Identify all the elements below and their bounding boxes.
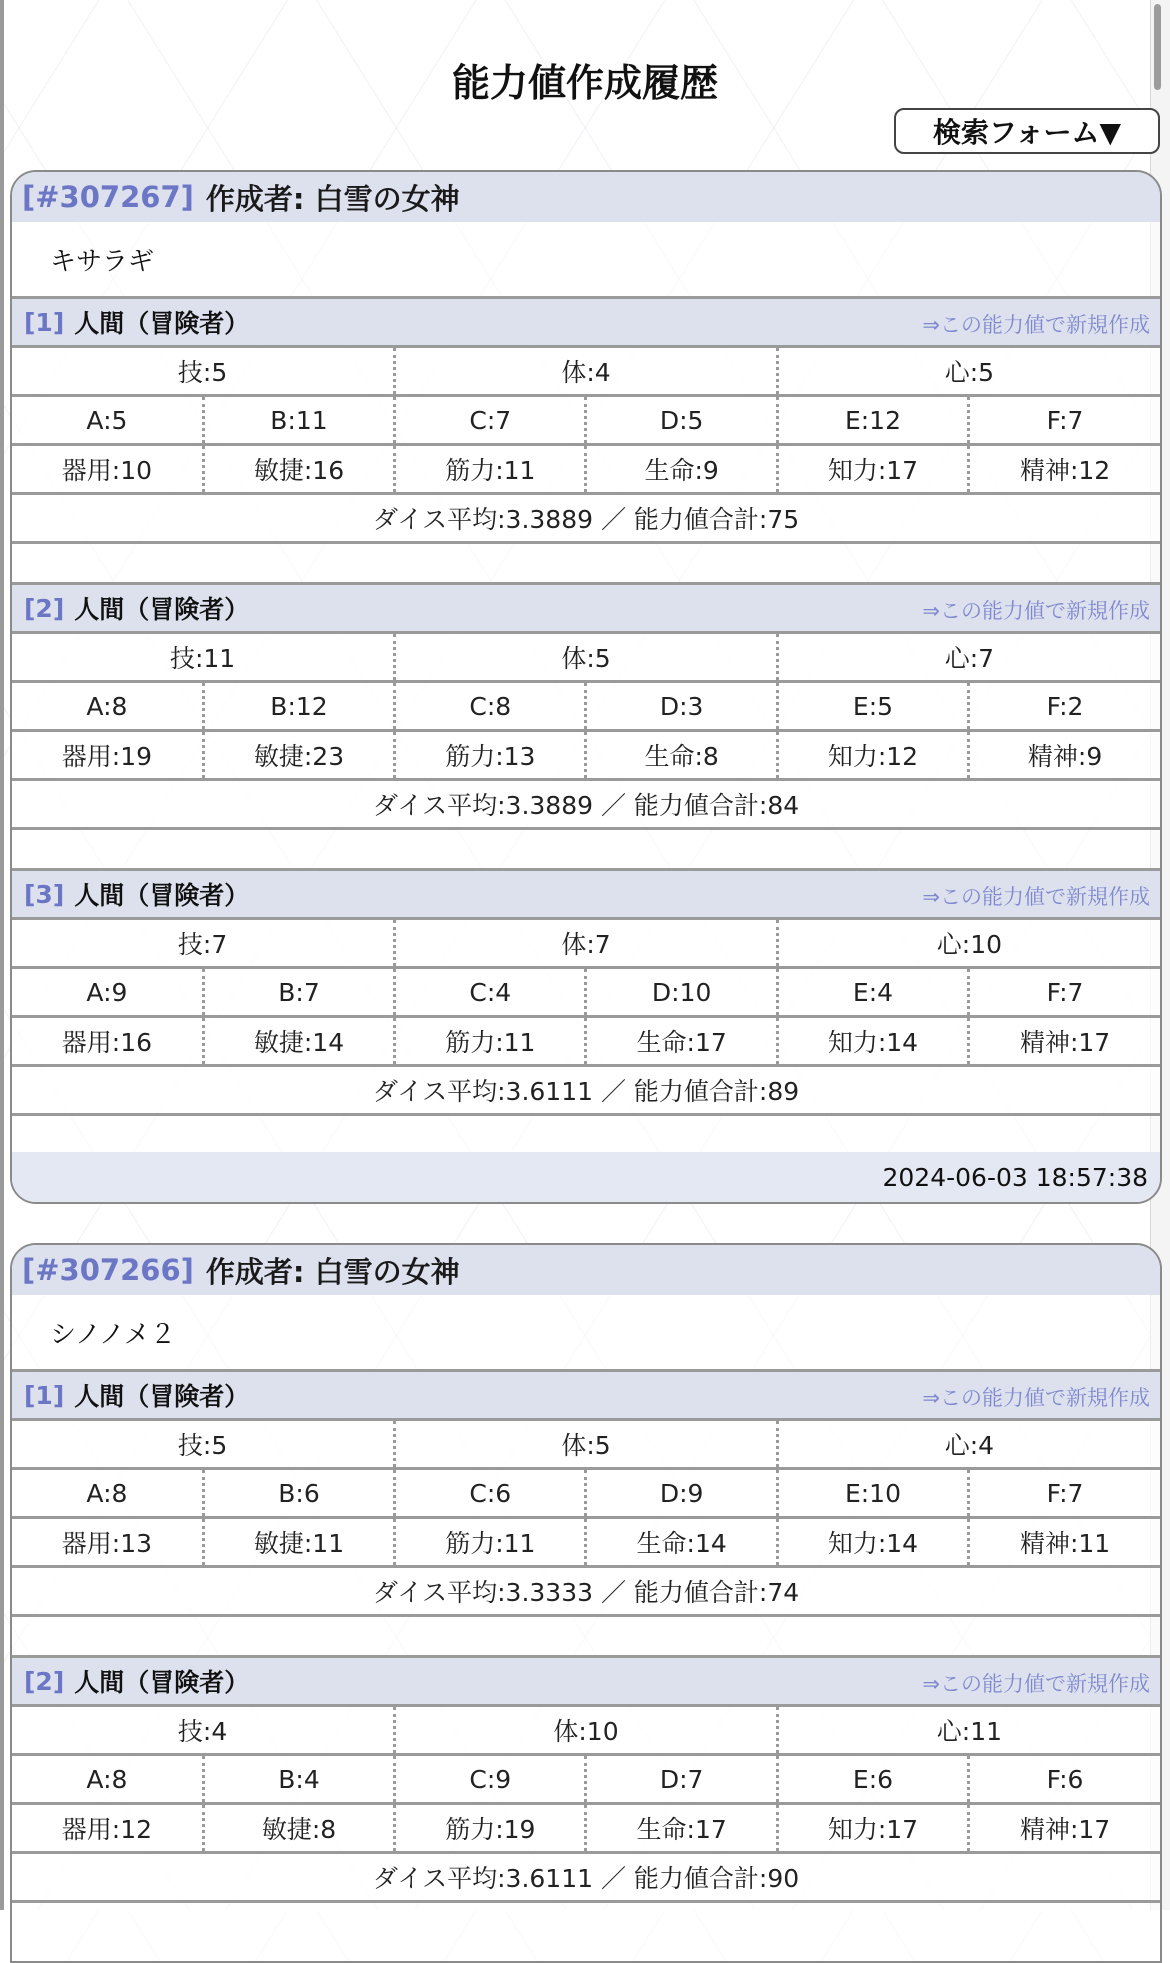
dice-c: C:4: [395, 968, 586, 1017]
stat-dexterity: 器用:10: [12, 445, 203, 494]
roll-block: [12, 296, 1160, 544]
roll-header: [12, 1655, 1160, 1704]
dice-c: C:6: [395, 1469, 586, 1518]
dice-e: E:4: [777, 968, 968, 1017]
stat-spirit: 精神:17: [969, 1017, 1160, 1066]
stats-table: [12, 1418, 1160, 1617]
stat-spirit: 精神:11: [969, 1518, 1160, 1567]
dice-f: F:7: [969, 1469, 1160, 1518]
stat-dexterity: 器用:19: [12, 731, 203, 780]
stat-strength: 筋力:11: [395, 1017, 586, 1066]
group-waza: 技:7: [12, 919, 395, 968]
roll-header: [12, 296, 1160, 345]
dice-c: C:7: [395, 396, 586, 445]
dice-f: F:6: [969, 1755, 1160, 1804]
dice-a: A:5: [12, 396, 203, 445]
stat-vitality: 生命:14: [586, 1518, 777, 1567]
entry-author: 作成者: 白雪の女神: [205, 181, 460, 216]
stat-agility: 敏捷:23: [203, 731, 394, 780]
roll-index: [3]: [24, 879, 65, 909]
entry-author: 作成者: 白雪の女神: [205, 1254, 460, 1289]
group-waza: 技:11: [12, 633, 395, 682]
roll-block: [12, 1655, 1160, 1903]
dice-c: C:9: [395, 1755, 586, 1804]
dice-e: E:6: [777, 1755, 968, 1804]
group-shin: 心:7: [777, 633, 1160, 682]
history-entry: [10, 170, 1162, 1204]
stat-spirit: 精神:17: [969, 1804, 1160, 1853]
dice-e: E:5: [777, 682, 968, 731]
entry-header: [12, 172, 1160, 222]
stat-intelligence: 知力:17: [777, 1804, 968, 1853]
stats-table: [12, 1704, 1160, 1903]
roll-summary: ダイス平均:3.3333 ／ 能力値合計:74: [12, 1567, 1160, 1616]
roll-header: [12, 868, 1160, 917]
roll-summary: ダイス平均:3.6111 ／ 能力値合計:90: [12, 1853, 1160, 1902]
roll-block: [12, 868, 1160, 1116]
dice-a: A:8: [12, 682, 203, 731]
stat-intelligence: 知力:17: [777, 445, 968, 494]
page-title: 能力値作成履歴: [451, 61, 718, 105]
search-form-toggle-button[interactable]: 検索フォーム▼: [894, 108, 1160, 154]
roll-header: [12, 582, 1160, 631]
stat-dexterity: 器用:13: [12, 1518, 203, 1567]
dice-b: B:7: [203, 968, 394, 1017]
group-shin: 心:10: [777, 919, 1160, 968]
stat-vitality: 生命:8: [586, 731, 777, 780]
stats-table: [12, 631, 1160, 830]
roll-summary: ダイス平均:3.6111 ／ 能力値合計:89: [12, 1066, 1160, 1115]
roll-block: [12, 582, 1160, 830]
stat-dexterity: 器用:12: [12, 1804, 203, 1853]
dice-e: E:12: [777, 396, 968, 445]
roll-index: [2]: [24, 1666, 65, 1696]
group-tai: 体:10: [395, 1706, 778, 1755]
dice-a: A:8: [12, 1469, 203, 1518]
entry-name: キサラギ: [50, 246, 155, 277]
group-tai: 体:5: [395, 633, 778, 682]
roll-block: [12, 1369, 1160, 1617]
entry-timestamp: 2024-06-03 18:57:38: [12, 1152, 1160, 1202]
stat-intelligence: 知力:14: [777, 1518, 968, 1567]
entry-name: シノノメ２: [50, 1319, 176, 1350]
entry-id-link[interactable]: [#307267]: [22, 180, 194, 214]
stat-intelligence: 知力:12: [777, 731, 968, 780]
group-shin: 心:5: [777, 347, 1160, 396]
history-entry: [10, 1243, 1162, 1963]
entry-id-link[interactable]: [#307266]: [22, 1253, 194, 1287]
dice-d: D:9: [586, 1469, 777, 1518]
group-waza: 技:4: [12, 1706, 395, 1755]
group-tai: 体:7: [395, 919, 778, 968]
stats-table: [12, 917, 1160, 1116]
roll-summary: ダイス平均:3.3889 ／ 能力値合計:75: [12, 494, 1160, 543]
stat-dexterity: 器用:16: [12, 1017, 203, 1066]
dice-d: D:5: [586, 396, 777, 445]
stat-spirit: 精神:9: [969, 731, 1160, 780]
group-tai: 体:5: [395, 1420, 778, 1469]
stat-strength: 筋力:11: [395, 1518, 586, 1567]
group-shin: 心:11: [777, 1706, 1160, 1755]
roll-race: 人間（冒険者）: [74, 1382, 250, 1411]
stat-vitality: 生命:17: [586, 1804, 777, 1853]
group-waza: 技:5: [12, 347, 395, 396]
stat-agility: 敏捷:14: [203, 1017, 394, 1066]
group-shin: 心:4: [777, 1420, 1160, 1469]
dice-f: F:7: [969, 968, 1160, 1017]
dice-a: A:8: [12, 1755, 203, 1804]
stat-vitality: 生命:17: [586, 1017, 777, 1066]
stat-agility: 敏捷:11: [203, 1518, 394, 1567]
create-from-stats-link[interactable]: ⇒この能力値で新規作成: [922, 1386, 1150, 1410]
create-from-stats-link[interactable]: ⇒この能力値で新規作成: [922, 1672, 1150, 1696]
roll-header: [12, 1369, 1160, 1418]
dice-b: B:12: [203, 682, 394, 731]
create-from-stats-link[interactable]: ⇒この能力値で新規作成: [922, 599, 1150, 623]
dice-b: B:6: [203, 1469, 394, 1518]
dice-d: D:3: [586, 682, 777, 731]
dice-f: F:7: [969, 396, 1160, 445]
entry-header: [12, 1245, 1160, 1295]
stat-strength: 筋力:11: [395, 445, 586, 494]
stat-agility: 敏捷:16: [203, 445, 394, 494]
stat-vitality: 生命:9: [586, 445, 777, 494]
stats-table: [12, 345, 1160, 544]
roll-race: 人間（冒険者）: [74, 1668, 250, 1697]
roll-race: 人間（冒険者）: [74, 881, 250, 910]
roll-race: 人間（冒険者）: [74, 309, 250, 338]
dice-c: C:8: [395, 682, 586, 731]
roll-index: [2]: [24, 593, 65, 623]
stat-intelligence: 知力:14: [777, 1017, 968, 1066]
dice-e: E:10: [777, 1469, 968, 1518]
roll-summary: ダイス平均:3.3889 ／ 能力値合計:84: [12, 780, 1160, 829]
stat-spirit: 精神:12: [969, 445, 1160, 494]
roll-index: [1]: [24, 1380, 65, 1410]
create-from-stats-link[interactable]: ⇒この能力値で新規作成: [922, 313, 1150, 337]
dice-a: A:9: [12, 968, 203, 1017]
dice-b: B:11: [203, 396, 394, 445]
dice-b: B:4: [203, 1755, 394, 1804]
dice-d: D:10: [586, 968, 777, 1017]
dice-d: D:7: [586, 1755, 777, 1804]
stat-strength: 筋力:13: [395, 731, 586, 780]
roll-race: 人間（冒険者）: [74, 595, 250, 624]
stat-strength: 筋力:19: [395, 1804, 586, 1853]
group-tai: 体:4: [395, 347, 778, 396]
create-from-stats-link[interactable]: ⇒この能力値で新規作成: [922, 885, 1150, 909]
roll-index: [1]: [24, 307, 65, 337]
group-waza: 技:5: [12, 1420, 395, 1469]
stat-agility: 敏捷:8: [203, 1804, 394, 1853]
dice-f: F:2: [969, 682, 1160, 731]
